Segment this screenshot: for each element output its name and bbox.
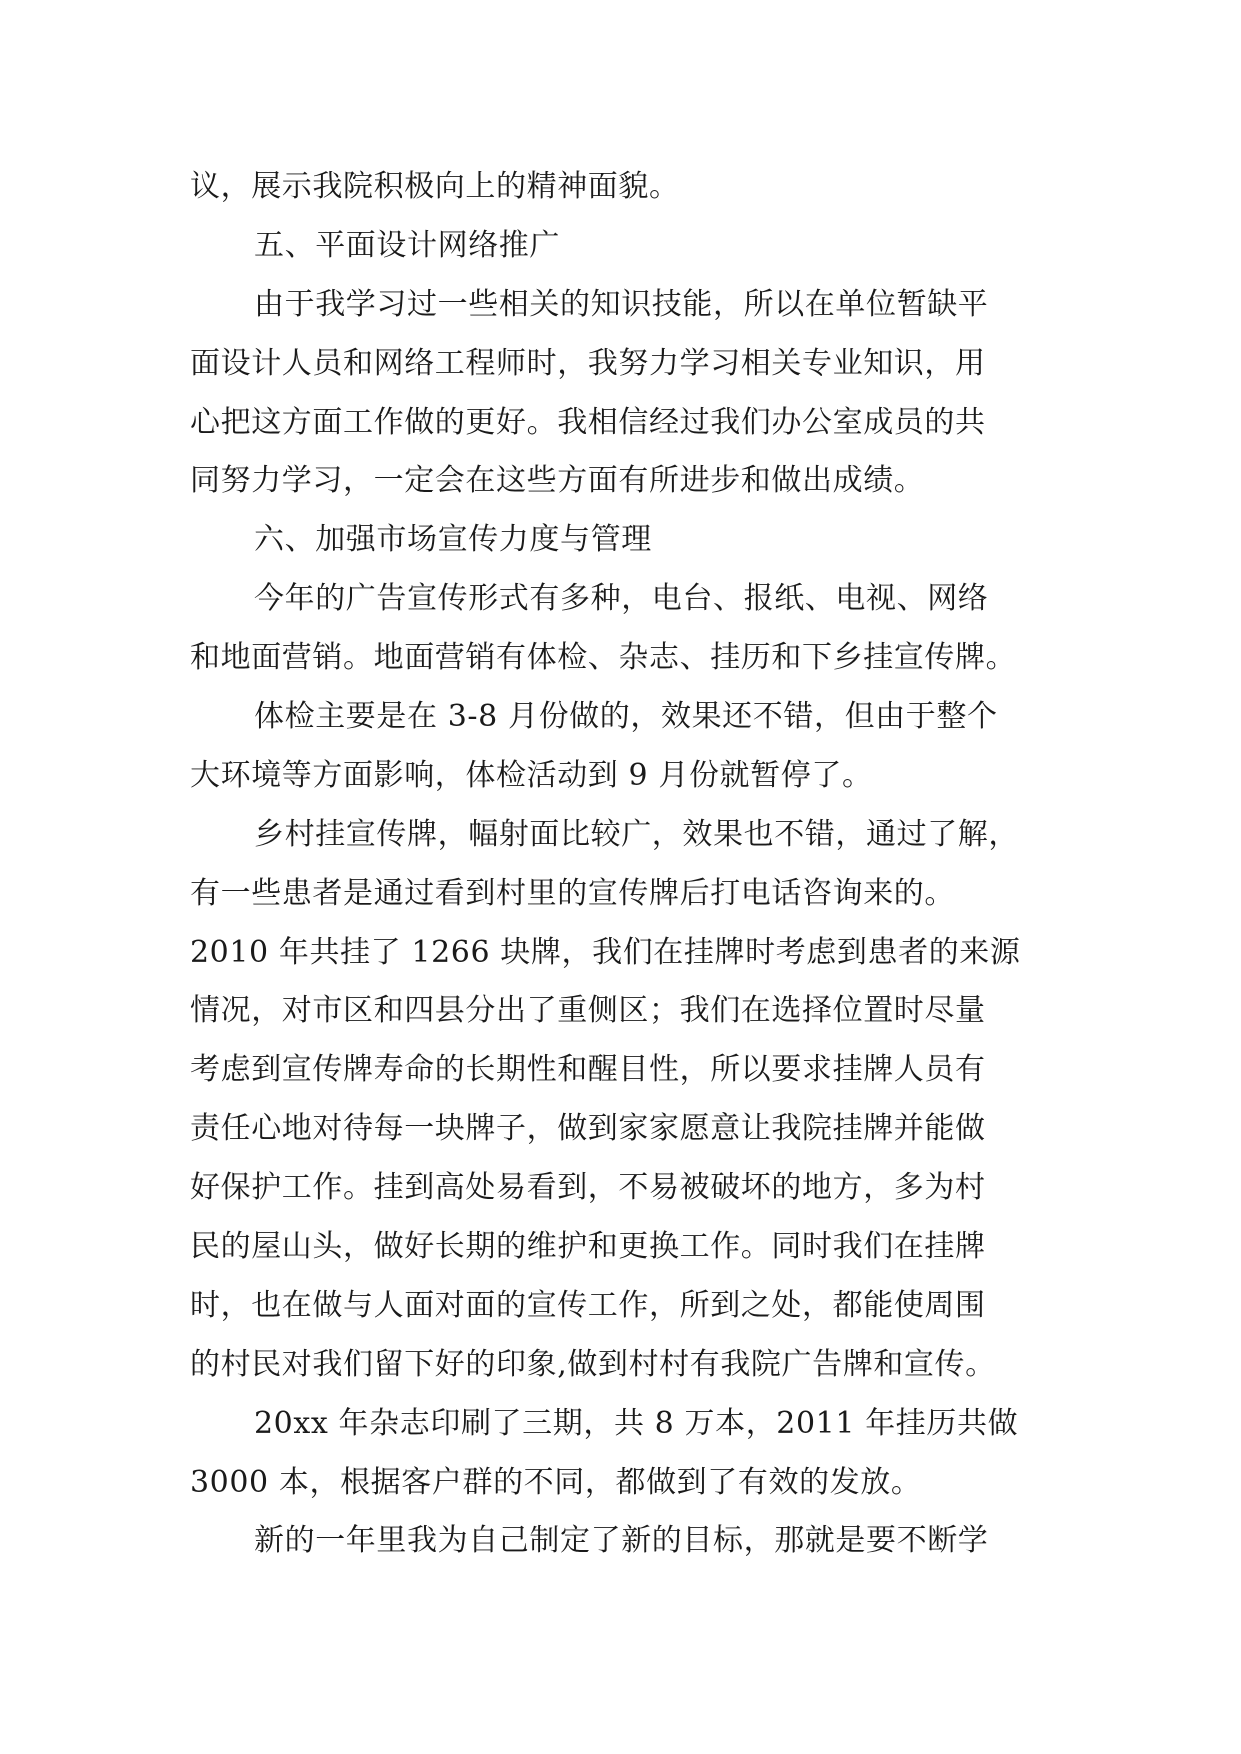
text-line: 时，也在做与人面对面的宣传工作，所到之处，都能使周围 — [190, 1287, 986, 1323]
text-line: 由于我学习过一些相关的知识技能，所以在单位暂缺平 — [254, 286, 989, 322]
document-body — [190, 158, 1050, 1571]
text-line: 好保护工作。挂到高处易看到，不易被破坏的地方，多为村 — [190, 1170, 986, 1206]
text-line: 20xx 年杂志印刷了三期，共 8 万本，2011 年挂历共做 — [254, 1405, 1019, 1441]
text-line: 有一些患者是通过看到村里的宣传牌后打电话咨询来的。 — [190, 875, 955, 911]
text-line: 大环境等方面影响，体检活动到 9 月份就暂停了。 — [190, 757, 873, 793]
text-line: 情况，对市区和四县分出了重侧区；我们在选择位置时尽量 — [190, 993, 986, 1029]
text-line: 乡村挂宣传牌，幅射面比较广，效果也不错，通过了解， — [254, 816, 1019, 852]
text-line: 考虑到宣传牌寿命的长期性和醒目性，所以要求挂牌人员有 — [190, 1052, 986, 1088]
text-line: 今年的广告宣传形式有多种，电台、报纸、电视、网络 — [254, 581, 989, 617]
text-line: 体检主要是在 3-8 月份做的，效果还不错，但由于整个 — [254, 699, 998, 735]
text-line: 心把这方面工作做的更好。我相信经过我们办公室成员的共 — [190, 404, 986, 440]
text-line: 3000 本，根据客户群的不同，都做到了有效的发放。 — [190, 1464, 922, 1500]
text-line: 面设计人员和网络工程师时，我努力学习相关专业知识，用 — [190, 345, 986, 381]
text-line: 民的屋山头，做好长期的维护和更换工作。同时我们在挂牌 — [190, 1229, 986, 1265]
text-line: 同努力学习，一定会在这些方面有所进步和做出成绩。 — [190, 463, 925, 499]
text-line: 2010 年共挂了 1266 块牌，我们在挂牌时考虑到患者的来源 — [190, 934, 1021, 970]
text-line: 新的一年里我为自己制定了新的目标，那就是要不断学 — [254, 1523, 989, 1559]
text-line: 的村民对我们留下好的印象,做到村村有我院广告牌和宣传。 — [190, 1346, 996, 1382]
text-line: 五、平面设计网络推广 — [254, 227, 560, 263]
text-line: 和地面营销。地面营销有体检、杂志、挂历和下乡挂宣传牌。 — [190, 640, 1017, 676]
text-line: 六、加强市场宣传力度与管理 — [254, 522, 652, 558]
text-line: 责任心地对待每一块牌子，做到家家愿意让我院挂牌并能做 — [190, 1111, 986, 1147]
text-line: 议，展示我院积极向上的精神面貌。 — [190, 169, 680, 204]
